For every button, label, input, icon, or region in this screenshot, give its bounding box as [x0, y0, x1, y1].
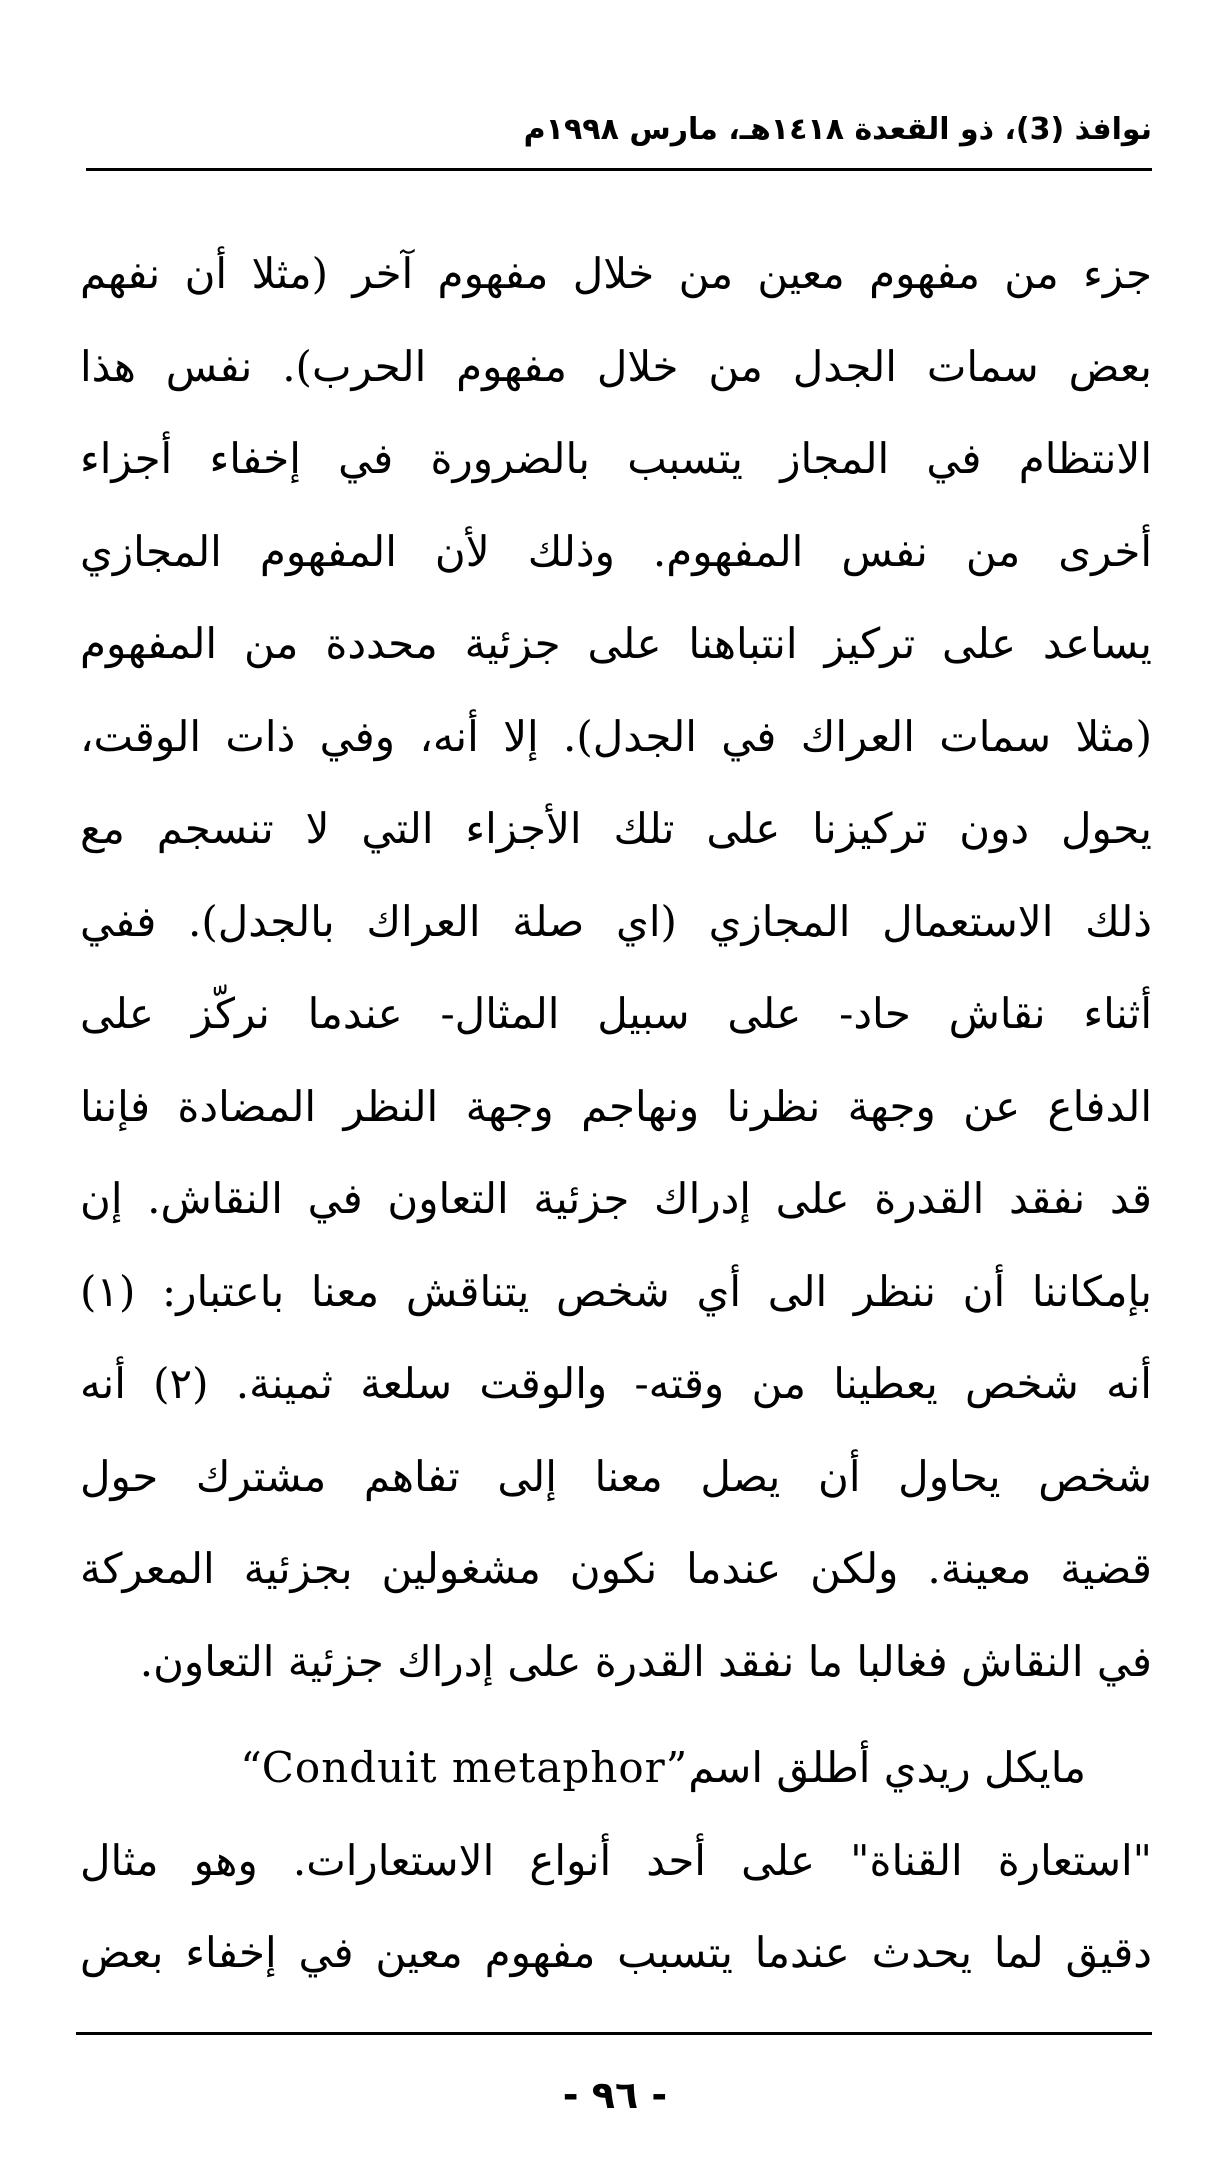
paragraph: [80, 228, 1152, 1708]
text-line: قضية معينة. ولكن عندما نكون مشغولين بجزئية المعركة: [80, 1544, 1152, 1593]
text-line: الدفاع عن وجهة نظرنا ونهاجم وجهة النظر المضادة فإننا: [80, 1081, 1152, 1131]
inline-latin-term: “Conduit metaphor”: [240, 1743, 689, 1792]
text-line: قد نفقد القدرة على إدراك جزئية التعاون في النقاش. إن: [80, 1174, 1152, 1223]
text-line: الانتظام في المجاز يتسبب بالضرورة في إخفاء أجزاء: [80, 434, 1152, 483]
text-line: بإمكاننا أن ننظر الى أي شخص يتناقش معنا باعتبار: (١): [80, 1266, 1152, 1316]
page-number: - ٩٦ -: [562, 2073, 668, 2117]
running-head: نوافذ (3)، ذو القعدة ١٤١٨هـ، مارس ١٩٩٨م: [523, 112, 1152, 147]
text-line: أخرى من نفس المفهوم. وذلك لأن المفهوم المجازي: [80, 526, 1152, 576]
text-line: [80, 1722, 1152, 1815]
text-line: (مثلا سمات العراك في الجدل). إلا أنه، وفي ذات الوقت،: [80, 711, 1152, 761]
text-line: أثناء نقاش حاد- على سبيل المثال- عندما نركّز على: [80, 989, 1152, 1038]
text-line: يحول دون تركيزنا على تلك الأجزاء التي لا تنسجم مع: [80, 804, 1152, 853]
text-line: شخص يحاول أن يصل معنا إلى تفاهم مشترك حول: [80, 1451, 1152, 1501]
paragraph-gap: [80, 1708, 1152, 1722]
paragraph: [80, 1722, 1152, 2000]
text-line: ذلك الاستعمال المجازي (اي صلة العراك بالجدل). ففي: [80, 896, 1152, 946]
text-line: دقيق لما يحدث عندما يتسبب مفهوم معين في إخفاء بعض: [80, 1928, 1152, 1977]
text-line: في النقاش فغالبا ما نفقد القدرة على إدراك جزئية التعاون.: [139, 1636, 1152, 1686]
header-rule: [86, 168, 1152, 171]
body-text: [80, 228, 1152, 2000]
text-line: بعض سمات الجدل من خلال مفهوم الحرب). نفس هذا: [80, 341, 1152, 391]
footer-rule: [76, 2032, 1152, 2035]
text-line: أنه شخص يعطينا من وقته- والوقت سلعة ثمينة. (٢) أنه: [80, 1359, 1152, 1408]
text-line: جزء من مفهوم معين من خلال مفهوم آخر (مثلا أن نفهم: [80, 249, 1153, 298]
inline-arabic: مايكل ريدي أطلق اسم: [688, 1743, 1086, 1792]
text-line: يساعد على تركيز انتباهنا على جزئية محددة من المفهوم: [80, 619, 1152, 668]
text-line: "استعارة القناة" على أحد أنواع الاستعارات. وهو مثال: [80, 1835, 1152, 1885]
